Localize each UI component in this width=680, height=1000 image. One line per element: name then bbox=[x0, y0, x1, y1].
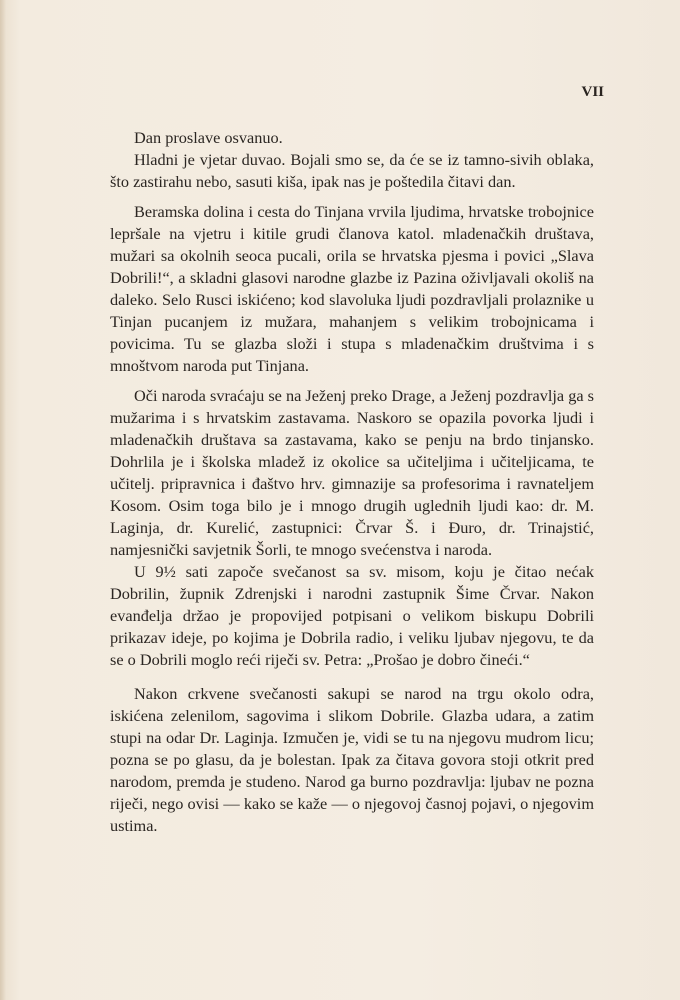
page-number: VII bbox=[581, 84, 604, 100]
paragraph-4: Oči naroda svraćaju se na Ježenj preko Drage, a Ježenj pozdravlja ga s mužarima i s hrvatskim zastavama. Naskoro se opazila povorka ljudi i mladenačkih društava sa zastavama, kako se penju na brdo tinjansko. Dohrlila je i školska mladež iz okolice sa učiteljima i učiteljicama, te učitelj. pripravnica i đaštvo hrv. gimnazije sa profesorima i ravnateljem Kosom. Osim toga bilo je i mnogo drugih uglednih ljudi kao: dr. M. Laginja, dr. Kurelić, zastupnici: Črvar Š. i Đuro, dr. Trinajstić, namjesnički savjetnik Šorli, te mnogo svećenstva i naroda. bbox=[110, 386, 594, 559]
paragraph-5: U 9½ sati započe svečanost sa sv. misom, koju je čitao nećak Dobrilin, župnik Zdrenjski i narodni zastupnik Šime Črvar. Nakon evanđelja držao je propovijed potpisani o velikom biskupu Dobrili prikazav ideje, po kojima je Dobrila radio, i veliku ljubav njegovu, te da se o Dobrili moglo reći riječi sv. Petra: „Prošao je dobro čineći.“ bbox=[110, 562, 594, 669]
paragraph-2: Hladni je vjetar duvao. Bojali smo se, da će se iz tamno-sivih oblaka, što zastirahu nebo, sasuti kiša, ipak nas je poštedila čitavi dan. bbox=[110, 150, 594, 191]
paragraph-3: Beramska dolina i cesta do Tinjana vrvila ljudima, hrvatske trobojnice lepršale na vjetru i kitile grudi članova katol. mladenačkih društava, mužari sa okolnih seoca pucali, orila se hrvatska pjesma i povici „Slava Dobrili!“, a skladni glasovi narodne glazbe iz Pazina oživljavali okoliš na daleko. Selo Rusci iskićeno; kod slavoluka ljudi pozdravljali prolaznike u Tinjan pucanjem iz mužara, mahanjem s velikim trobojnicama i povicima. Tu se glazba složi i stupa s mladenačkim društvima i s mnoštvom naroda put Tinjana. bbox=[110, 202, 594, 375]
paragraph-6: Nakon crkvene svečanosti sakupi se narod na trgu okolo odra, iskićena zelenilom, sagovima i slikom Dobrile. Glazba udara, a zatim stupi na odar Dr. Laginja. Izmučen je, vidi se tu na njegovu mudrom licu; pozna se po glasu, da je bolestan. Ipak za čitava govora stoji otkrit pred narodom, premda je studeno. Narod ga burno pozdravlja: ljubav ne pozna riječi, nego ovisi — kako se kaže — o njegovoj časnoj pojavi, o njegovim ustima. bbox=[110, 684, 594, 835]
body-text bbox=[110, 127, 594, 837]
page-edge-shadow bbox=[0, 0, 6, 1000]
paragraph-1: Dan proslave osvanuo. bbox=[134, 128, 283, 147]
